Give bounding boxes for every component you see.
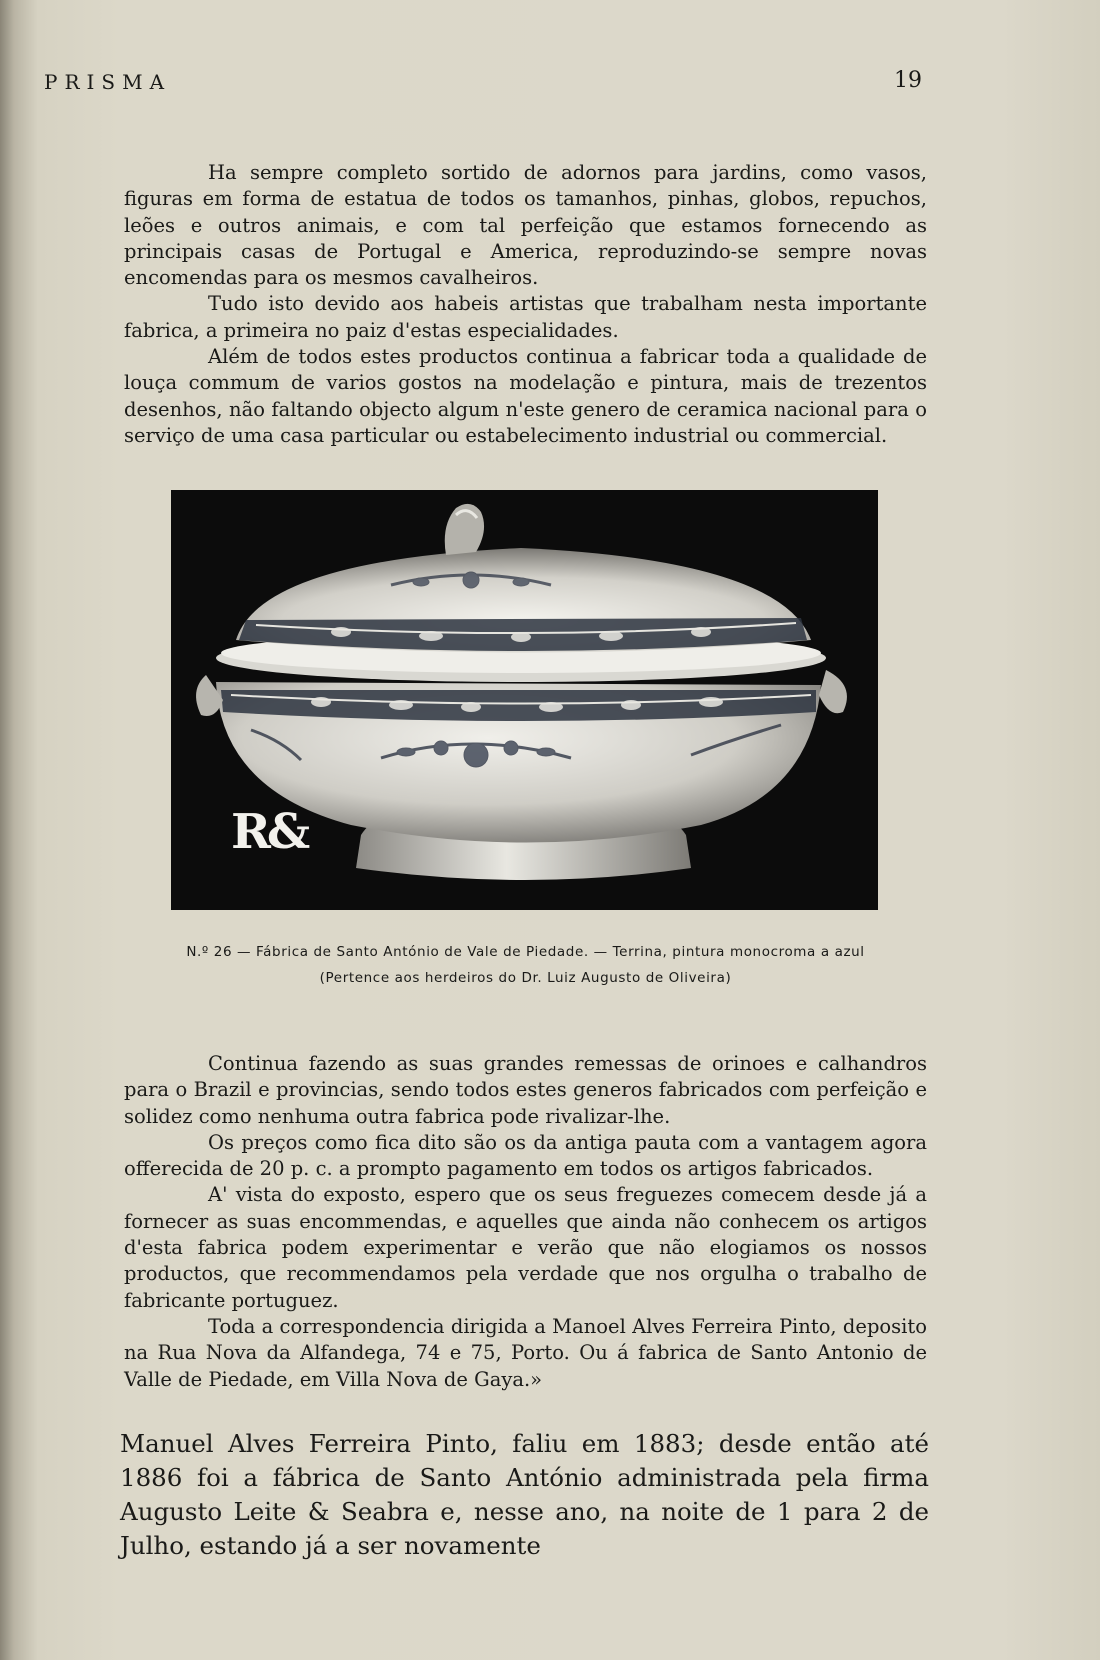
figure-caption-ownership: (Pertence aos herdeiros do Dr. Luiz Augusto de Oliveira) (319, 970, 732, 986)
potter-monogram-mark: R& (231, 804, 307, 860)
paragraph: Os preços como fica dito são os da antiga pauta com a vantagem agora offerecida de 20 p. c. a prompto pagamento em todos os artigos fabricados. (124, 1130, 927, 1181)
paragraph: Manuel Alves Ferreira Pinto, faliu em 1883; desde então até 1886 foi a fábrica de Santo António administrada pela firma Augusto Leite & Seabra e, nesse ano, na noite de 1 para 2 de Julho, estando já a ser novamente (120, 1429, 929, 1560)
running-head: PRISMA (44, 70, 172, 94)
figure-caption: N.º 26 — Fábrica de Santo António de Vale de Piedade. — Terrina, pintura monocroma a azul (186, 944, 865, 960)
paragraph: Ha sempre completo sortido de adornos para jardins, como vasos, figuras em forma de estatua de todos os tamanhos, pinhas, globos, repuchos, leões e outros animais, e com tal perfeição que estamos fornecendo as principais casas de Portugal e America, reproduzindo-se sempre novas encomendas para os mesmos cavalheiros. (124, 161, 927, 290)
text-block-top (124, 160, 927, 449)
paragraph: Toda a correspondencia dirigida a Manoel Alves Ferreira Pinto, deposito na Rua Nova da Alfandega, 74 e 75, Porto. Ou á fabrica de Santo Antonio de Valle de Piedade, em Villa Nova de Gaya.» (124, 1314, 927, 1391)
closing-paragraph (120, 1427, 929, 1563)
paragraph: Continua fazendo as suas grandes remessas de orinoes e calhandros para o Brazil e provincias, sendo todos estes generos fabricados com perfeição e solidez como nenhuma outra fabrica pode rivalizar-lhe. (124, 1052, 927, 1128)
text-block-bottom (124, 1051, 927, 1393)
paragraph: Além de todos estes productos continua a fabricar toda a qualidade de louça commum de varios gostos na modelação e pintura, mais de trezentos desenhos, não faltando objecto algum n'este genero de ceramica nacional para o serviço de uma casa particular ou estabelecimento industrial ou commercial. (124, 345, 927, 447)
paragraph: A' vista do exposto, espero que os seus freguezes comecem desde já a fornecer as suas encommendas, e aquelles que ainda não conhecem os artigos d'esta fabrica podem experimentar e verão que não elogiamos os nossos productos, que recommendamos pela verdade que nos orgulha o trabalho de fabricante portuguez. (124, 1183, 927, 1312)
paragraph: Tudo isto devido aos habeis artistas que trabalham nesta importante fabrica, a primeira no paiz d'estas especialidades. (124, 292, 927, 342)
page-number: 19 (894, 68, 922, 93)
tureen-photograph (171, 490, 878, 910)
